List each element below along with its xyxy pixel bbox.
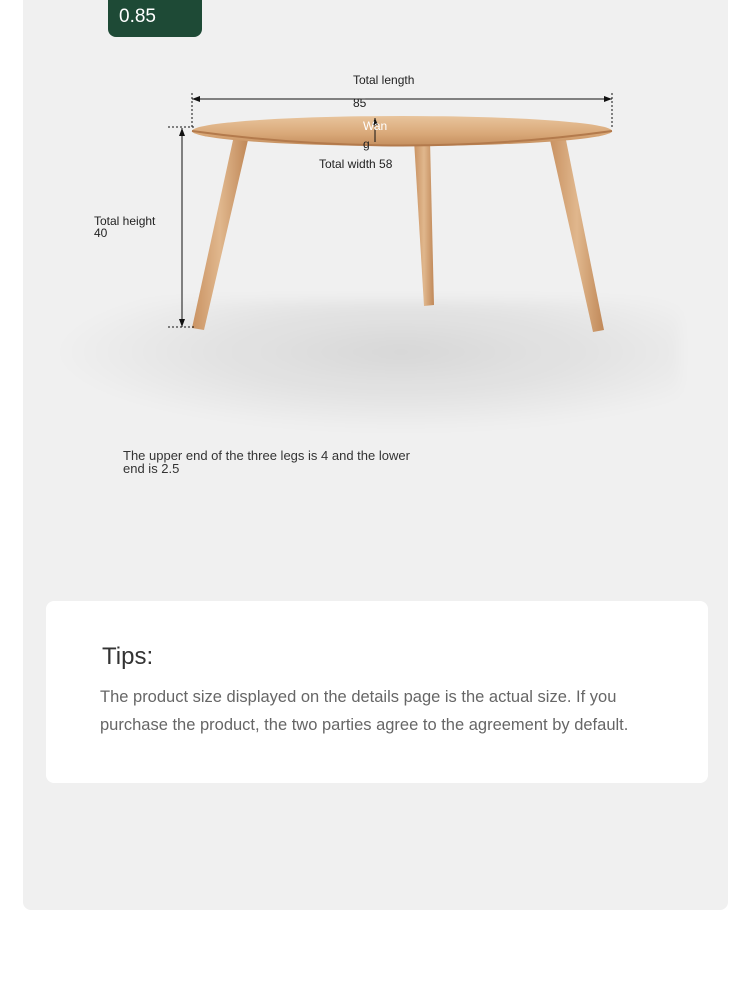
- tips-text: The product size displayed on the details page is the actual size. If you purchase the product, the two parties agree to the agreement by default.: [100, 688, 629, 734]
- length-arrow-left: [192, 96, 200, 102]
- table-leg-back: [414, 140, 434, 306]
- total-width-label: Total width 58: [319, 157, 393, 171]
- total-height-label: Total height: [94, 214, 156, 228]
- table-leg-left: [192, 140, 248, 330]
- table-top: [192, 116, 612, 146]
- width-mark-text-2: g: [363, 137, 370, 151]
- length-arrow-right: [604, 96, 612, 102]
- size-badge-value: 0.85: [119, 6, 156, 27]
- tips-card: [46, 601, 708, 783]
- total-length-value: 85: [353, 96, 367, 110]
- height-arrow-bottom: [179, 319, 185, 327]
- legs-note: The upper end of the three legs is 4 and the lower end is 2.5: [123, 448, 410, 476]
- width-mark-text: Wan: [363, 119, 388, 133]
- total-height-value: 40: [94, 226, 108, 240]
- table-leg-right: [550, 140, 604, 332]
- tips-title: Tips:: [102, 643, 154, 670]
- total-length-label: Total length: [353, 73, 415, 87]
- height-arrow-top: [179, 128, 185, 136]
